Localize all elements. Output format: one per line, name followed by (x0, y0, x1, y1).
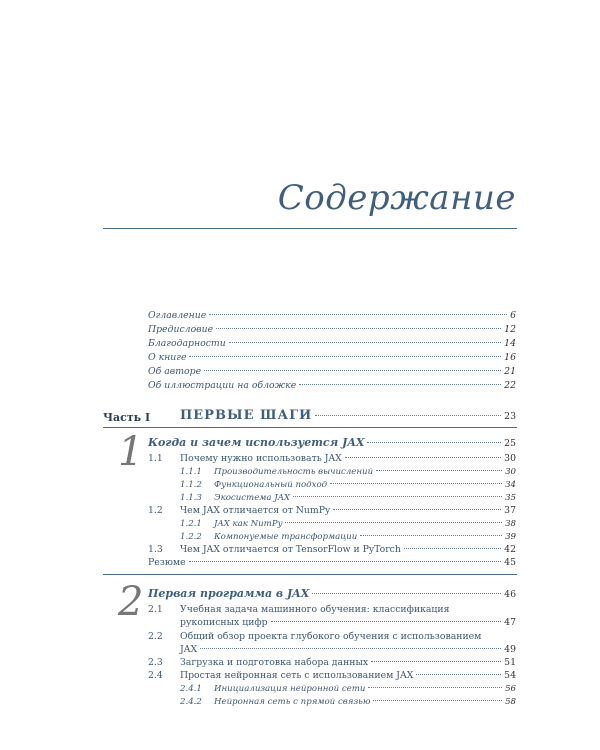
chapter-title: Первая программа в JAX (148, 587, 310, 600)
part-title-entry[interactable] (180, 410, 516, 423)
subsection-entry[interactable] (180, 518, 516, 530)
page-number: 25 (504, 438, 516, 449)
subsection-number: 2.4.2 (180, 697, 202, 707)
leader-dots (285, 522, 502, 523)
page-number: 38 (505, 519, 516, 529)
chapter-entry[interactable] (148, 588, 516, 601)
toc-entry[interactable] (148, 380, 516, 392)
leader-dots (271, 621, 502, 622)
subsection-label: Компонуемые трансформации (214, 532, 358, 542)
part-rule (103, 427, 517, 428)
entry-label: О книге (148, 352, 187, 363)
leader-dots (367, 442, 501, 443)
page-number: 51 (504, 657, 516, 668)
section-label: Учебная задача машинного обучения: классификация (180, 604, 450, 615)
chapter-entry[interactable] (148, 437, 516, 450)
page-number: 56 (505, 684, 516, 694)
subsection-number: 2.4.1 (180, 684, 202, 694)
section-entry[interactable] (148, 670, 516, 682)
leader-dots (345, 457, 501, 458)
leader-dots (204, 370, 501, 371)
section-entry[interactable] (148, 557, 516, 569)
leader-dots (229, 342, 501, 343)
subsection-entry[interactable] (180, 492, 516, 504)
section-label-cont: рукописных цифр (180, 617, 268, 628)
page-number: 37 (504, 505, 516, 516)
leader-dots (200, 648, 501, 649)
entry-label: Предисловие (148, 324, 214, 335)
leader-dots (368, 687, 502, 688)
section-entry[interactable] (148, 505, 516, 517)
subsection-entry[interactable] (180, 531, 516, 543)
section-number: 2.3 (148, 657, 163, 668)
section-label: Загрузка и подготовка набора данных (180, 657, 369, 668)
subsection-number: 1.2.1 (180, 519, 202, 529)
section-label: Почему нужно использовать JAX (180, 453, 342, 464)
page-number: 39 (505, 532, 516, 542)
leader-dots (333, 509, 501, 510)
page-number: 23 (504, 411, 516, 422)
section-label: Общий обзор проекта глубокого обучения с использованием (180, 631, 482, 642)
leader-dots (404, 548, 501, 549)
section-number: 1.1 (148, 453, 163, 464)
section-number: 1.2 (148, 505, 163, 516)
section-entry-continued[interactable] (180, 644, 516, 656)
subsection-entry[interactable] (180, 479, 516, 491)
leader-dots (189, 561, 502, 562)
page-number: 35 (505, 493, 516, 503)
entry-label: Об иллюстрации на обложке (148, 380, 297, 391)
page-number: 34 (505, 480, 516, 490)
page-number: 54 (504, 670, 516, 681)
toc-entry[interactable] (148, 310, 516, 322)
section-entry[interactable] (148, 453, 516, 465)
section-number: 2.4 (148, 670, 163, 681)
page-title: Содержание (277, 178, 516, 218)
subsection-number: 1.1.2 (180, 480, 202, 490)
section-label: Чем JAX отличается от TensorFlow и PyTorch (180, 544, 401, 555)
leader-dots (371, 661, 501, 662)
leader-dots (216, 328, 501, 329)
page-number: 12 (504, 324, 516, 335)
entry-label: Оглавление (148, 310, 207, 321)
entry-label: Об авторе (148, 366, 202, 377)
page-number: 47 (504, 617, 516, 628)
subsection-number: 1.1.1 (180, 467, 202, 477)
leader-dots (299, 384, 501, 385)
subsection-entry[interactable] (180, 466, 516, 478)
section-label: Простая нейронная сеть с использованием JAX (180, 670, 414, 681)
section-label: Чем JAX отличается от NumPy (180, 505, 331, 516)
subsection-label: Производительность вычислений (214, 467, 374, 477)
leader-dots (360, 535, 502, 536)
chapter-number: 1 (118, 429, 144, 475)
leader-dots (376, 470, 502, 471)
page-number: 30 (505, 467, 516, 477)
toc-entry[interactable] (148, 366, 516, 378)
leader-dots (416, 674, 501, 675)
chapter-number: 2 (118, 579, 144, 625)
leader-dots (312, 593, 501, 594)
leader-dots (209, 314, 507, 315)
toc-entry[interactable] (148, 338, 516, 350)
subsection-label: JAX как NumPy (214, 519, 283, 529)
page-number: 21 (504, 366, 516, 377)
subsection-number: 1.2.2 (180, 532, 202, 542)
subsection-entry[interactable] (180, 683, 516, 695)
part-label: Часть I (103, 411, 151, 424)
page-number: 6 (510, 310, 516, 321)
section-label: Резюме (148, 557, 186, 568)
subsection-entry[interactable] (180, 696, 516, 708)
leader-dots (373, 700, 502, 701)
section-number: 2.1 (148, 604, 163, 615)
part-title: ПЕРВЫЕ ШАГИ (180, 408, 313, 423)
entry-label: Благодарности (148, 338, 226, 349)
section-entry[interactable] (148, 544, 516, 556)
leader-dots (330, 483, 502, 484)
section-entry (148, 631, 516, 643)
leader-dots (293, 496, 502, 497)
leader-dots (315, 415, 501, 416)
page-number: 46 (504, 589, 516, 600)
page-number: 58 (505, 697, 516, 707)
chapter-title: Когда и зачем используется JAX (148, 436, 365, 449)
section-label-cont: JAX (180, 644, 198, 655)
section-entry[interactable] (148, 657, 516, 669)
page-number: 22 (504, 380, 516, 391)
page-number: 49 (504, 644, 516, 655)
subsection-label: Нейронная сеть с прямой связью (214, 697, 371, 707)
title-rule (103, 228, 517, 229)
subsection-label: Экосистема JAX (214, 493, 291, 503)
section-number: 1.3 (148, 544, 163, 555)
page-number: 30 (504, 453, 516, 464)
leader-dots (189, 356, 501, 357)
section-number: 2.2 (148, 631, 163, 642)
subsection-label: Инициализация нейронной сети (214, 684, 366, 694)
page-number: 42 (504, 544, 516, 555)
chapter-rule (103, 574, 517, 575)
page-number: 14 (504, 338, 516, 349)
section-entry-continued[interactable] (180, 617, 516, 629)
toc-entry[interactable] (148, 324, 516, 336)
section-entry (148, 604, 516, 616)
subsection-number: 1.1.3 (180, 493, 202, 503)
page-number: 16 (504, 352, 516, 363)
subsection-label: Функциональный подход (214, 480, 328, 490)
toc-entry[interactable] (148, 352, 516, 364)
page-number: 45 (504, 557, 516, 568)
